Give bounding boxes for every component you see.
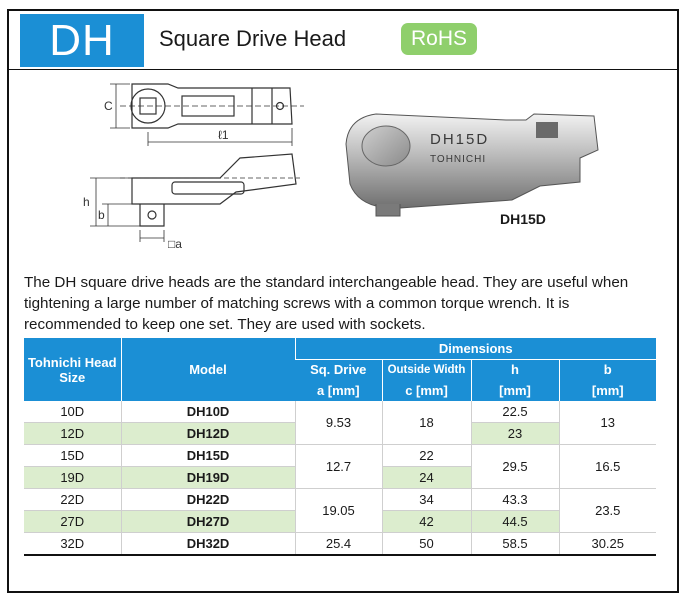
technical-drawing (60, 66, 320, 261)
cell-model: DH22D (121, 489, 295, 511)
cell-h: 58.5 (471, 533, 559, 556)
product-photo (336, 104, 606, 224)
cell-model: DH10D (121, 401, 295, 423)
dimensions-label: Dimensions (438, 340, 513, 356)
unit-b (559, 380, 656, 401)
top-view-slot (182, 96, 234, 116)
outside-width-label: Outside Width (387, 364, 466, 377)
sq-drive-label: Sq. Drive (310, 362, 367, 378)
cell-size: 22D (24, 489, 121, 511)
spec-table (24, 338, 656, 556)
dim-h-label: h (83, 195, 90, 209)
engraving-model: DH15D (430, 131, 490, 148)
cell-b: 23.5 (559, 489, 656, 533)
cell-c: 50 (382, 533, 471, 556)
cell-a: 19.05 (295, 489, 382, 533)
unit-c (382, 380, 471, 401)
cell-model: DH32D (121, 533, 295, 556)
col-h (471, 359, 559, 380)
cell-size: 27D (24, 511, 121, 533)
cell-b: 30.25 (559, 533, 656, 556)
cell-size: 15D (24, 445, 121, 467)
cell-size: 12D (24, 423, 121, 445)
unit-h (471, 380, 559, 401)
series-badge: DH (20, 14, 144, 67)
cell-b: 16.5 (559, 445, 656, 489)
table-row (24, 533, 656, 556)
cell-c: 18 (382, 401, 471, 445)
side-view-slot (172, 182, 244, 194)
dim-c-label: C (104, 99, 113, 113)
engraving-brand: TOHNICHI (430, 154, 487, 165)
model-label: Model (189, 362, 227, 377)
drive-cap (362, 126, 410, 166)
col-model (121, 338, 295, 401)
description: The DH square drive heads are the standard interchangeable head. They are useful when tightening a large number of matching screws with a common torque wrench. It is recommended to keep one set. They are used with sockets. (24, 274, 629, 333)
cell-c: 42 (382, 511, 471, 533)
header (9, 11, 677, 67)
dim-b-label: b (98, 208, 105, 222)
h-unit: [mm] (499, 383, 531, 398)
cell-h: 29.5 (471, 445, 559, 489)
cell-size: 10D (24, 401, 121, 423)
cell-size: 19D (24, 467, 121, 489)
col-b (559, 359, 656, 380)
col-sq-drive (295, 359, 382, 380)
side-view-ball (148, 211, 156, 219)
col-dimensions (295, 338, 656, 359)
cell-h: 44.5 (471, 511, 559, 533)
cell-a: 25.4 (295, 533, 382, 556)
b-unit: [mm] (591, 383, 624, 398)
unit-a (295, 380, 382, 401)
rohs-badge: RoHS (401, 23, 477, 55)
outside-width-unit: c [mm] (405, 383, 448, 398)
col-head-size (24, 338, 121, 401)
cell-c: 22 (382, 445, 471, 467)
sq-drive-unit: a [mm] (316, 383, 360, 398)
table-row (24, 489, 656, 511)
page-title: Square Drive Head (159, 26, 347, 51)
cell-b: 13 (559, 401, 656, 445)
table-row (24, 401, 656, 423)
b-label: b (603, 362, 612, 378)
dim-a-label: □a (168, 237, 182, 251)
col-outside-width (382, 359, 471, 380)
cell-a: 12.7 (295, 445, 382, 489)
head-size-label: Tohnichi Head Size (27, 354, 117, 385)
cell-model: DH12D (121, 423, 295, 445)
cell-model: DH15D (121, 445, 295, 467)
table-row (24, 445, 656, 467)
cell-c: 24 (382, 467, 471, 489)
cell-size: 32D (24, 533, 121, 556)
cell-model: DH27D (121, 511, 295, 533)
dim-b-lines (102, 204, 132, 226)
cell-h: 23 (471, 423, 559, 445)
side-view-outline (132, 154, 296, 204)
dim-l1-label: ℓ1 (218, 128, 229, 142)
cell-a: 9.53 (295, 401, 382, 445)
side-view-drive (140, 204, 164, 226)
cell-h: 43.3 (471, 489, 559, 511)
square-drive (376, 204, 400, 216)
cell-model: DH19D (121, 467, 295, 489)
photo-caption: DH15D (500, 211, 546, 227)
dim-a-lines (140, 230, 164, 242)
cell-c: 34 (382, 489, 471, 511)
pin-slot (536, 122, 558, 138)
cell-h: 22.5 (471, 401, 559, 423)
h-label: h (511, 362, 519, 378)
